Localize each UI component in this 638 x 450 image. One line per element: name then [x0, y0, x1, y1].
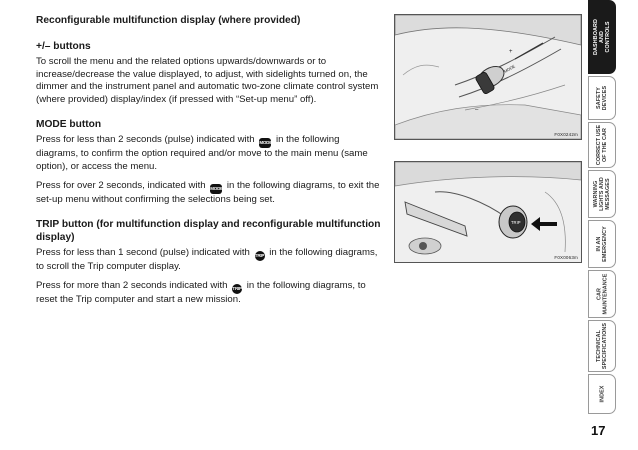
- tab-label: TECHNICAL SPECIFICATIONS: [596, 322, 609, 370]
- lever-buttons-figure: [394, 14, 582, 140]
- tab-car-maintenance[interactable]: [588, 270, 616, 318]
- page-number: 17: [591, 423, 606, 438]
- figure2-code: F0X0063m: [554, 255, 578, 260]
- mode-short-press-icon: MODE: [259, 138, 271, 148]
- lever-illustration: [395, 15, 581, 139]
- mode-short-text-after: in the following diagrams, to confirm the option required and/or move to the main menu (same option), or access the menu.: [36, 134, 368, 172]
- mode-long-press-icon: MODE: [210, 184, 222, 194]
- trip-long-text-after: in the following diagrams, to reset the Trip computer and start a new mission.: [36, 279, 366, 305]
- mode-short-text-before: Press for less than 2 seconds (pulse) indicated with: [36, 134, 255, 146]
- tab-warning-lights[interactable]: [588, 170, 616, 218]
- tab-label: WARNING LIGHTS AND MESSAGES: [593, 177, 611, 211]
- section-title: Reconfigurable multifunction display (where provided): [36, 15, 301, 26]
- mode-long-text-after: in the following diagrams, to exit the set-up menu without confirming the selections being set.: [36, 179, 380, 205]
- tab-safety-devices[interactable]: [588, 76, 616, 120]
- fig1-minus-label: –: [475, 107, 479, 113]
- tab-label: INDEX: [598, 385, 605, 403]
- tab-index[interactable]: [588, 374, 616, 414]
- trip-button-figure: [394, 161, 582, 263]
- tab-label: IN AN EMERGENCY: [596, 226, 608, 262]
- trip-heading: TRIP button (for multifunction display and reconfigurable multifunction display): [36, 219, 381, 244]
- fig1-plus-label: +: [509, 49, 513, 55]
- trip-paragraph-short: [36, 247, 382, 274]
- mode-long-text-before: Press for over 2 seconds, indicated with: [36, 179, 206, 191]
- fig2-trip-label: TRIP: [511, 220, 521, 225]
- tab-dashboard-and-controls[interactable]: [588, 0, 616, 74]
- trip-long-text-before: Press for more than 2 seconds indicated with: [36, 279, 228, 291]
- trip-short-press-icon: TRIP: [255, 251, 265, 261]
- mode-paragraph-short: [36, 134, 382, 173]
- tab-label: DASHBOARD AND CONTROLS: [593, 19, 612, 55]
- mode-heading: MODE button: [36, 119, 102, 131]
- trip-lever-illustration: [395, 162, 581, 262]
- tab-correct-use[interactable]: [588, 122, 616, 168]
- tab-label: SAFETY DEVICES: [596, 85, 608, 111]
- plus-minus-heading: +/– buttons: [36, 41, 91, 52]
- tab-technical-specifications[interactable]: [588, 320, 616, 372]
- trip-long-press-icon: TRIP: [232, 284, 242, 294]
- trip-paragraph-long: [36, 280, 382, 307]
- fig1-mode-label: MODE: [503, 63, 516, 74]
- plus-minus-text: To scroll the menu and the related options upwards/downwards or to increase/decrease the value displayed, to adjust, with sidelights turned on, the dimmer and the instrument panel and automatic two-zone climate control system (where provided) display/index (if pressed with “Set-up menu” off).: [36, 56, 379, 105]
- trip-short-text-after: in the following diagrams, to scroll the Trip computer display.: [36, 247, 378, 273]
- figure1-code: F0X0242m: [554, 132, 578, 137]
- tab-label: CORRECT USE OF THE CAR: [596, 124, 608, 166]
- main-text-column: [36, 14, 382, 312]
- mode-paragraph-long: [36, 180, 382, 207]
- tab-in-an-emergency[interactable]: [588, 220, 616, 268]
- tab-label: CAR MAINTENANCE: [596, 273, 608, 315]
- trip-short-text-before: Press for less than 1 second (pulse) indicated with: [36, 247, 250, 259]
